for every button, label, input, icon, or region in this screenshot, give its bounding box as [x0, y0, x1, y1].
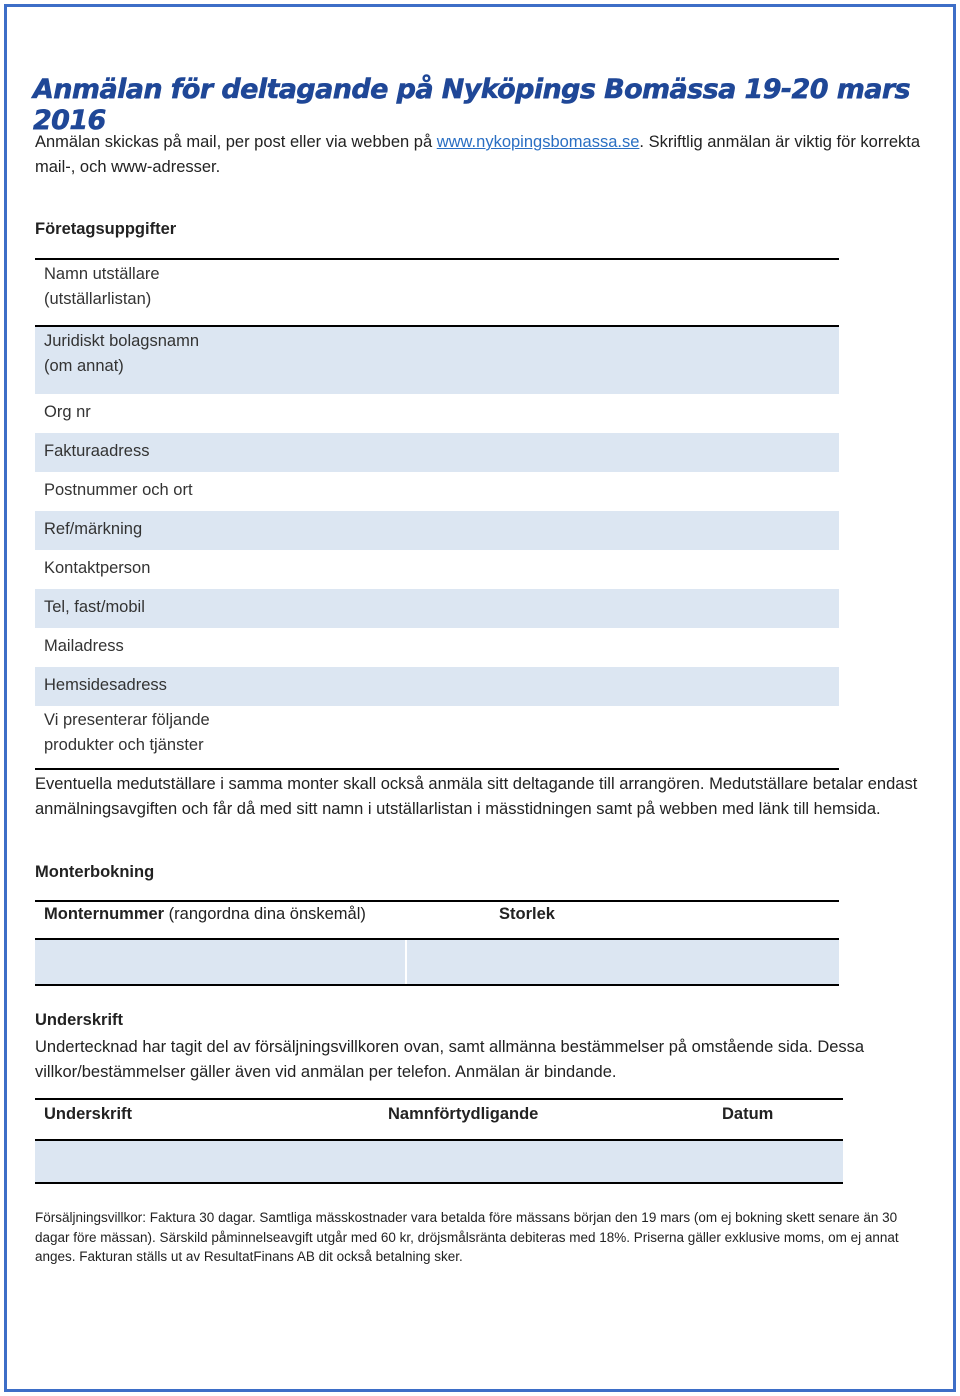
- booth-number-header: [44, 905, 366, 924]
- field-phone[interactable]: [35, 589, 839, 628]
- signature-table: [35, 1098, 843, 1184]
- booth-number-hint: (rangordna dina önskemål): [164, 905, 366, 923]
- field-legal-name[interactable]: [35, 327, 839, 394]
- booth-column-divider: [405, 940, 407, 984]
- intro-before-link: Anmälan skickas på mail, per post eller via webben på: [35, 133, 437, 151]
- signature-text: Undertecknad har tagit del av försäljningsvillkoren ovan, samt allmänna bestämmelser på omstående sida. Dessa villkor/bestämmelser gäller även vid anmälan per telefon. Anmälan är bindande.: [35, 1038, 865, 1081]
- field-label: Hemsidesadress: [44, 676, 167, 694]
- field-label: Org nr: [44, 403, 91, 421]
- website-link[interactable]: www.nykopingsbomassa.se: [436, 133, 640, 151]
- booth-heading: Monterbokning: [35, 863, 155, 881]
- field-exhibitor-name[interactable]: [35, 260, 839, 327]
- field-contact-person[interactable]: [35, 550, 839, 589]
- company-form: [35, 258, 839, 770]
- page-title: Anmälan för deltagande på Nyköpings Bomässa 19-20 mars 2016: [33, 74, 911, 136]
- field-label-sub: (utställarlistan): [44, 290, 152, 308]
- signature-heading: Underskrift: [35, 1011, 124, 1029]
- signature-column-header: Underskrift: [44, 1105, 133, 1123]
- signature-input-row[interactable]: [35, 1141, 843, 1184]
- field-invoice-address[interactable]: [35, 433, 839, 472]
- intro-after-link: . Skriftlig anmälan är viktig för korrekta mail-, och www-adresser.: [35, 133, 921, 176]
- field-label-sub: (om annat): [44, 357, 124, 375]
- co-exhibitor-note: Eventuella medutställare i samma monter skall också anmäla sitt deltagande till arrangören. Medutställare betalar endast anmälningsavgiften och får då med sitt namn i utställarlistan i mässtidningen samt på webben med länk till hemsida.: [35, 775, 918, 818]
- booth-table: [35, 900, 839, 986]
- field-products-services[interactable]: [35, 706, 839, 770]
- signature-table-header: [35, 1098, 843, 1141]
- field-label: Postnummer och ort: [44, 481, 193, 499]
- field-label: Namn utställare: [44, 265, 160, 283]
- field-postal-code-city[interactable]: [35, 472, 839, 511]
- field-label: Tel, fast/mobil: [44, 598, 145, 616]
- intro-text: [35, 130, 935, 180]
- booth-table-header: [35, 900, 839, 940]
- field-label: Kontaktperson: [44, 559, 151, 577]
- company-heading: Företagsuppgifter: [35, 220, 177, 238]
- field-label: Ref/märkning: [44, 520, 143, 538]
- field-reference[interactable]: [35, 511, 839, 550]
- booth-number-label: Monternummer: [44, 905, 165, 923]
- field-label: Vi presenterar följande: [44, 711, 210, 729]
- field-label: Mailadress: [44, 637, 124, 655]
- field-label: Juridiskt bolagsnamn: [44, 332, 199, 350]
- field-label: Fakturaadress: [44, 442, 150, 460]
- date-column-header: Datum: [722, 1105, 774, 1123]
- sales-terms: Försäljningsvillkor: Faktura 30 dagar. Samtliga mässkostnader vara betalda före mässans början den 19 mars (om ej bokning skett senare än 30 dagar före mässan). Särskild påminnelseavgift utgår med 60 kr, dröjsmålsränta debiteras med 18%. Priserna gäller exklusive moms, om ej annat anges. Fakturan ställs ut av ResultatFinans AB dit också betalning sker.: [35, 1210, 899, 1264]
- field-label-sub: produkter och tjänster: [44, 736, 204, 754]
- name-clarification-column-header: Namnförtydligande: [388, 1105, 539, 1123]
- booth-size-header: Storlek: [499, 905, 555, 923]
- field-email[interactable]: [35, 628, 839, 667]
- field-org-nr[interactable]: [35, 394, 839, 433]
- field-website[interactable]: [35, 667, 839, 706]
- booth-input-row[interactable]: [35, 940, 839, 986]
